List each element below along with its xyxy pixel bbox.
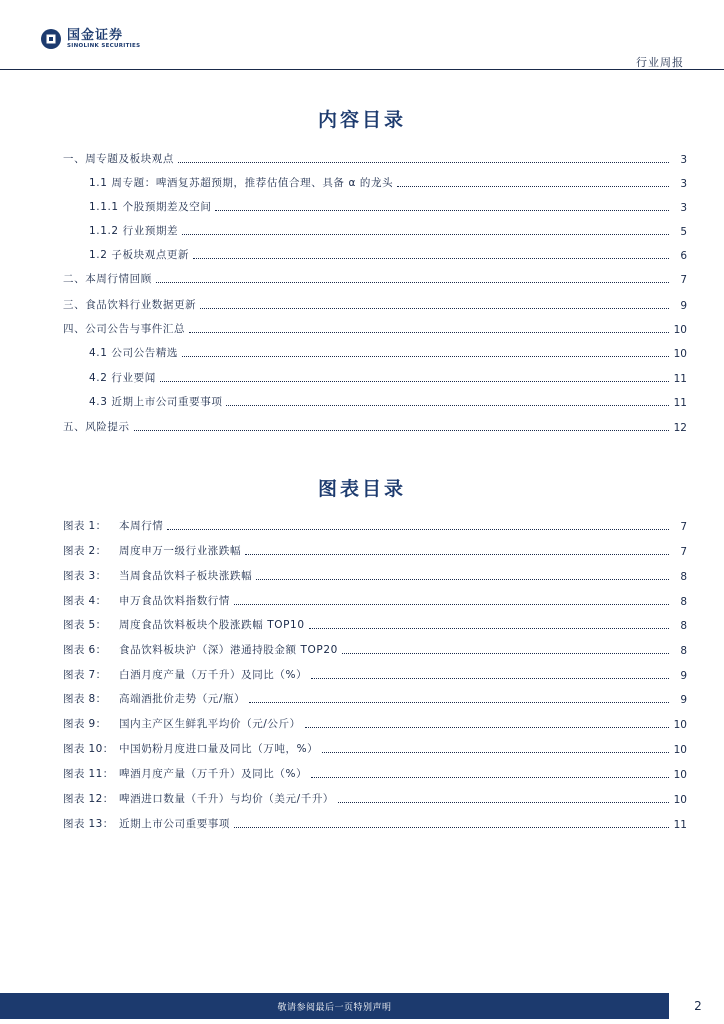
figure-entry-number: 图表 5： bbox=[63, 619, 107, 631]
toc-entry-label: 1.1.2 行业预期差 bbox=[89, 225, 179, 237]
figure-entry-label: 当周食品饮料子板块涨跌幅 bbox=[119, 570, 253, 582]
figure-entry[interactable] bbox=[63, 567, 687, 583]
toc-entry-label: 四、公司公告与事件汇总 bbox=[63, 323, 186, 335]
toc-entry[interactable] bbox=[89, 246, 687, 262]
figure-entry-label: 周度申万一级行业涨跌幅 bbox=[119, 545, 242, 557]
dot-leader bbox=[342, 651, 669, 654]
sinolink-logo-icon bbox=[40, 28, 62, 50]
toc-entry[interactable] bbox=[63, 150, 687, 166]
figure-entry[interactable] bbox=[63, 690, 687, 706]
dot-leader bbox=[182, 232, 669, 235]
figure-entry-page: 10 bbox=[673, 744, 687, 756]
header-divider bbox=[0, 69, 724, 70]
dot-leader bbox=[256, 577, 669, 580]
figure-entry-number: 图表 4： bbox=[63, 595, 107, 607]
dot-leader bbox=[338, 800, 669, 803]
toc-entry[interactable] bbox=[89, 174, 687, 190]
footer-disclaimer-note: 敬请参阅最后一页特别声明 bbox=[277, 1003, 392, 1013]
figure-entry-label: 周度食品饮料板块个股涨跌幅 TOP10 bbox=[119, 619, 305, 631]
toc-entry-label: 二、本周行情回顾 bbox=[63, 273, 152, 285]
figure-entry-page: 10 bbox=[673, 719, 687, 731]
figure-entry-number: 图表 3： bbox=[63, 570, 107, 582]
toc-entry-page: 10 bbox=[673, 324, 687, 336]
toc-entry[interactable] bbox=[89, 393, 687, 409]
figure-entry[interactable] bbox=[63, 517, 687, 533]
dot-leader bbox=[309, 626, 669, 629]
toc-entry-page: 9 bbox=[680, 300, 687, 312]
figure-entry[interactable] bbox=[63, 641, 687, 657]
toc-entry-label: 4.3 近期上市公司重要事项 bbox=[89, 396, 223, 408]
toc-entry-label: 1.1 周专题：啤酒复苏超预期，推荐估值合理、具备 α 的龙头 bbox=[89, 177, 394, 189]
figure-entry-page: 9 bbox=[680, 694, 687, 706]
dot-leader bbox=[189, 330, 669, 333]
toc-entry-label: 1.1.1 个股预期差及空间 bbox=[89, 201, 212, 213]
report-type-label: 行业周报 bbox=[636, 56, 684, 69]
toc-entry-page: 12 bbox=[673, 422, 687, 434]
figure-entry[interactable] bbox=[63, 740, 687, 756]
toc-entry[interactable] bbox=[63, 296, 687, 312]
figure-entry-number: 图表 13： bbox=[63, 818, 114, 830]
dot-leader bbox=[397, 184, 669, 187]
figure-entry-page: 8 bbox=[680, 571, 687, 583]
dot-leader bbox=[200, 306, 669, 309]
figure-entry-label: 高端酒批价走势（元/瓶） bbox=[119, 693, 246, 705]
figure-entry-label: 本周行情 bbox=[119, 520, 164, 532]
toc-entry-page: 6 bbox=[680, 250, 687, 262]
sinolink-logo bbox=[40, 28, 140, 50]
dot-leader bbox=[160, 379, 669, 382]
dot-leader bbox=[134, 428, 669, 431]
figure-entry-page: 7 bbox=[680, 546, 687, 558]
figure-entry-page: 8 bbox=[680, 596, 687, 608]
dot-leader bbox=[215, 208, 669, 211]
toc-entry-page: 10 bbox=[673, 348, 687, 360]
dot-leader bbox=[182, 354, 669, 357]
figure-entry[interactable] bbox=[63, 715, 687, 731]
dot-leader bbox=[167, 527, 669, 530]
figure-entry-label: 啤酒月度产量（万千升）及同比（%） bbox=[119, 768, 308, 780]
toc-entry-page: 5 bbox=[680, 226, 687, 238]
figure-entry[interactable] bbox=[63, 790, 687, 806]
figure-entry-page: 9 bbox=[680, 670, 687, 682]
figure-list-heading: 图表目录 bbox=[317, 478, 406, 500]
toc-heading: 内容目录 bbox=[317, 109, 406, 131]
toc-entry-page: 3 bbox=[680, 154, 687, 166]
figure-entry[interactable] bbox=[63, 542, 687, 558]
toc-entry-page: 11 bbox=[673, 373, 687, 385]
figure-entry-page: 11 bbox=[673, 819, 687, 831]
figure-entry[interactable] bbox=[63, 765, 687, 781]
dot-leader bbox=[245, 552, 669, 555]
figure-entry-number: 图表 8： bbox=[63, 693, 107, 705]
figure-entry-label: 食品饮料板块沪（深）港通持股金额 TOP20 bbox=[119, 644, 338, 656]
toc-entry-page: 11 bbox=[673, 397, 687, 409]
figure-entry-number: 图表 10： bbox=[63, 743, 114, 755]
figure-entry-number: 图表 2： bbox=[63, 545, 107, 557]
toc-entry-page: 7 bbox=[680, 274, 687, 286]
toc-entry[interactable] bbox=[89, 344, 687, 360]
toc-entry-label: 4.1 公司公告精选 bbox=[89, 347, 179, 359]
toc-entry[interactable] bbox=[89, 369, 687, 385]
toc-entry-label: 1.2 子板块观点更新 bbox=[89, 249, 190, 261]
dot-leader bbox=[156, 280, 669, 283]
dot-leader bbox=[305, 725, 669, 728]
toc-entry[interactable] bbox=[63, 418, 687, 434]
figure-entry-number: 图表 7： bbox=[63, 669, 107, 681]
toc-entry-page: 3 bbox=[680, 178, 687, 190]
toc-entry[interactable] bbox=[63, 270, 687, 286]
figure-entry-page: 8 bbox=[680, 620, 687, 632]
figure-entry[interactable] bbox=[63, 616, 687, 632]
figure-entry-label: 国内主产区生鲜乳平均价（元/公斤） bbox=[119, 718, 301, 730]
dot-leader bbox=[193, 256, 669, 259]
figure-entry-label: 近期上市公司重要事项 bbox=[119, 818, 230, 830]
dot-leader bbox=[249, 700, 669, 703]
brand-name-en: SINOLINK SECURITIES bbox=[67, 42, 141, 49]
figure-entry-page: 10 bbox=[673, 794, 687, 806]
toc-entry-page: 3 bbox=[680, 202, 687, 214]
page-header bbox=[0, 0, 724, 72]
toc-entry[interactable] bbox=[89, 222, 687, 238]
figure-entry-number: 图表 6： bbox=[63, 644, 107, 656]
figure-entry-page: 8 bbox=[680, 645, 687, 657]
figure-entry-number: 图表 12： bbox=[63, 793, 114, 805]
dot-leader bbox=[234, 602, 669, 605]
figure-entry[interactable] bbox=[63, 592, 687, 608]
figure-entry[interactable] bbox=[63, 666, 687, 682]
figure-entry-page: 10 bbox=[673, 769, 687, 781]
page-number: 2 bbox=[694, 999, 702, 1013]
toc-entry-label: 4.2 行业要闻 bbox=[89, 372, 156, 384]
figure-entry-number: 图表 1： bbox=[63, 520, 107, 532]
brand-name-cn: 国金证券 bbox=[67, 27, 124, 43]
toc-entry[interactable] bbox=[63, 320, 687, 336]
figure-entry-label: 啤酒进口数量（千升）与均价（美元/千升） bbox=[119, 793, 335, 805]
dot-leader bbox=[322, 750, 669, 753]
figure-entry[interactable] bbox=[63, 815, 687, 831]
figure-entry-page: 7 bbox=[680, 521, 687, 533]
toc-entry[interactable] bbox=[89, 198, 687, 214]
dot-leader bbox=[311, 775, 669, 778]
figure-entry-label: 申万食品饮料指数行情 bbox=[119, 595, 230, 607]
toc-entry-label: 一、周专题及板块观点 bbox=[63, 153, 174, 165]
dot-leader bbox=[234, 825, 669, 828]
toc-entry-label: 三、食品饮料行业数据更新 bbox=[63, 299, 197, 311]
dot-leader bbox=[311, 676, 669, 679]
figure-entry-number: 图表 9： bbox=[63, 718, 107, 730]
figure-entry-number: 图表 11： bbox=[63, 768, 114, 780]
figure-entry-label: 中国奶粉月度进口量及同比（万吨，%） bbox=[119, 743, 319, 755]
dot-leader bbox=[226, 403, 669, 406]
figure-entry-label: 白酒月度产量（万千升）及同比（%） bbox=[119, 669, 308, 681]
toc-entry-label: 五、风险提示 bbox=[63, 421, 130, 433]
dot-leader bbox=[178, 160, 669, 163]
